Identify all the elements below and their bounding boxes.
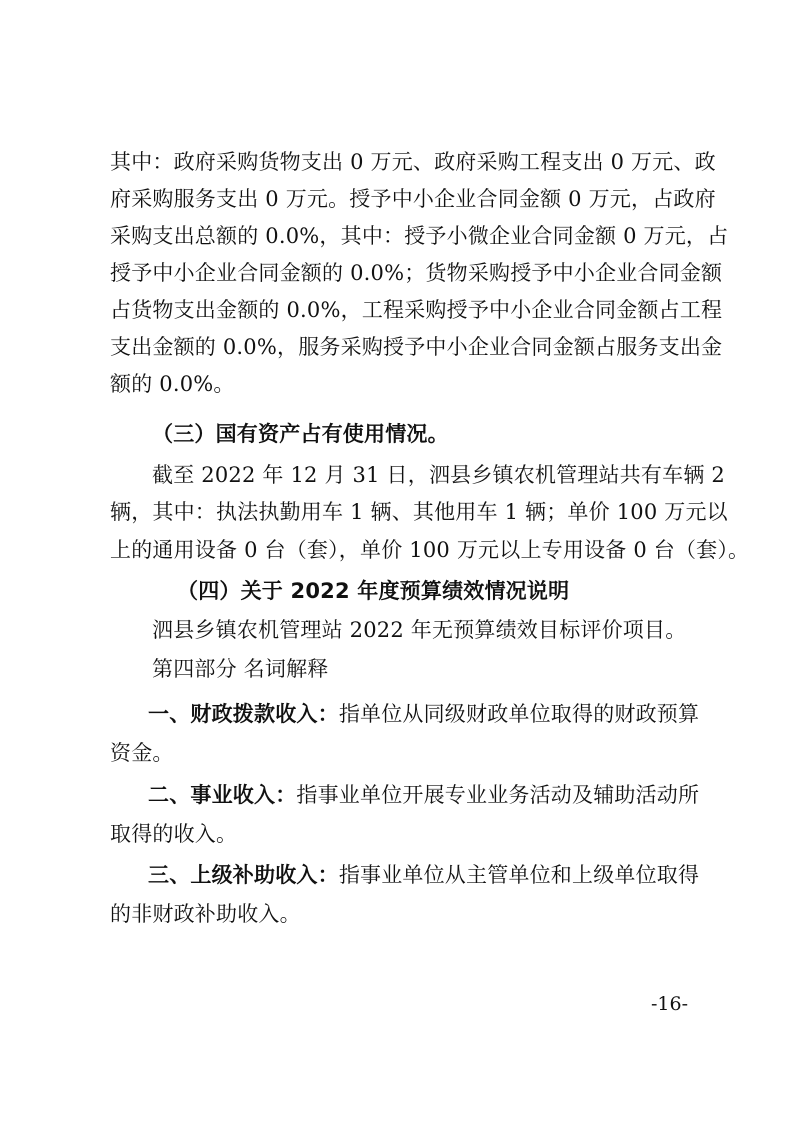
definition-term: 三、上级补助收入： xyxy=(148,863,339,887)
section-heading-assets: （三）国有资产占有使用情况。 xyxy=(152,422,449,446)
definition-continuation: 取得的收入。 xyxy=(110,822,238,846)
definition-first-line xyxy=(148,862,699,888)
text-line: 府采购服务支出 0 万元。授予中小企业合同金额 0 万元，占政府 xyxy=(110,187,716,211)
definition-term: 一、财政拨款收入： xyxy=(148,702,339,726)
definition-text: 指单位从同级财政单位取得的财政预算 xyxy=(338,702,700,726)
definition-text: 指事业单位从主管单位和上级单位取得 xyxy=(338,863,700,887)
text-line: 截至 2022 年 12 月 31 日，泗县乡镇农机管理站共有车辆 2 xyxy=(152,463,725,487)
definition-text: 指事业单位开展专业业务活动及辅助活动所 xyxy=(296,783,700,807)
text-line: 额的 0.0%。 xyxy=(110,372,235,396)
text-line: 辆，其中：执法执勤用车 1 辆、其他用车 1 辆；单价 100 万元以 xyxy=(110,500,728,524)
text-line: 占货物支出金额的 0.0%，工程采购授予中小企业合同金额占工程 xyxy=(110,298,723,322)
definition-first-line xyxy=(148,782,699,808)
text-line: 支出金额的 0.0%，服务采购授予中小企业合同金额占服务支出金 xyxy=(110,335,723,359)
part-four-title: 第四部分 名词解释 xyxy=(152,657,329,681)
text-line: 授予中小企业合同金额的 0.0%；货物采购授予中小企业合同金额 xyxy=(110,261,723,285)
definition-term: 二、事业收入： xyxy=(148,783,297,807)
text-line: 采购支出总额的 0.0%，其中：授予小微企业合同金额 0 万元，占 xyxy=(110,224,729,248)
section-heading-performance: （四）关于 2022 年度预算绩效情况说明 xyxy=(177,579,570,603)
definition-first-line xyxy=(148,701,699,727)
performance-text: 泗县乡镇农机管理站 2022 年无预算绩效目标评价项目。 xyxy=(152,618,687,642)
definition-continuation: 资金。 xyxy=(110,741,174,765)
text-line: 其中：政府采购货物支出 0 万元、政府采购工程支出 0 万元、政 xyxy=(110,150,716,174)
page-number: -16- xyxy=(651,993,689,1015)
text-line: 上的通用设备 0 台（套），单价 100 万元以上专用设备 0 台（套）。 xyxy=(110,538,750,562)
definition-continuation: 的非财政补助收入。 xyxy=(110,902,301,926)
